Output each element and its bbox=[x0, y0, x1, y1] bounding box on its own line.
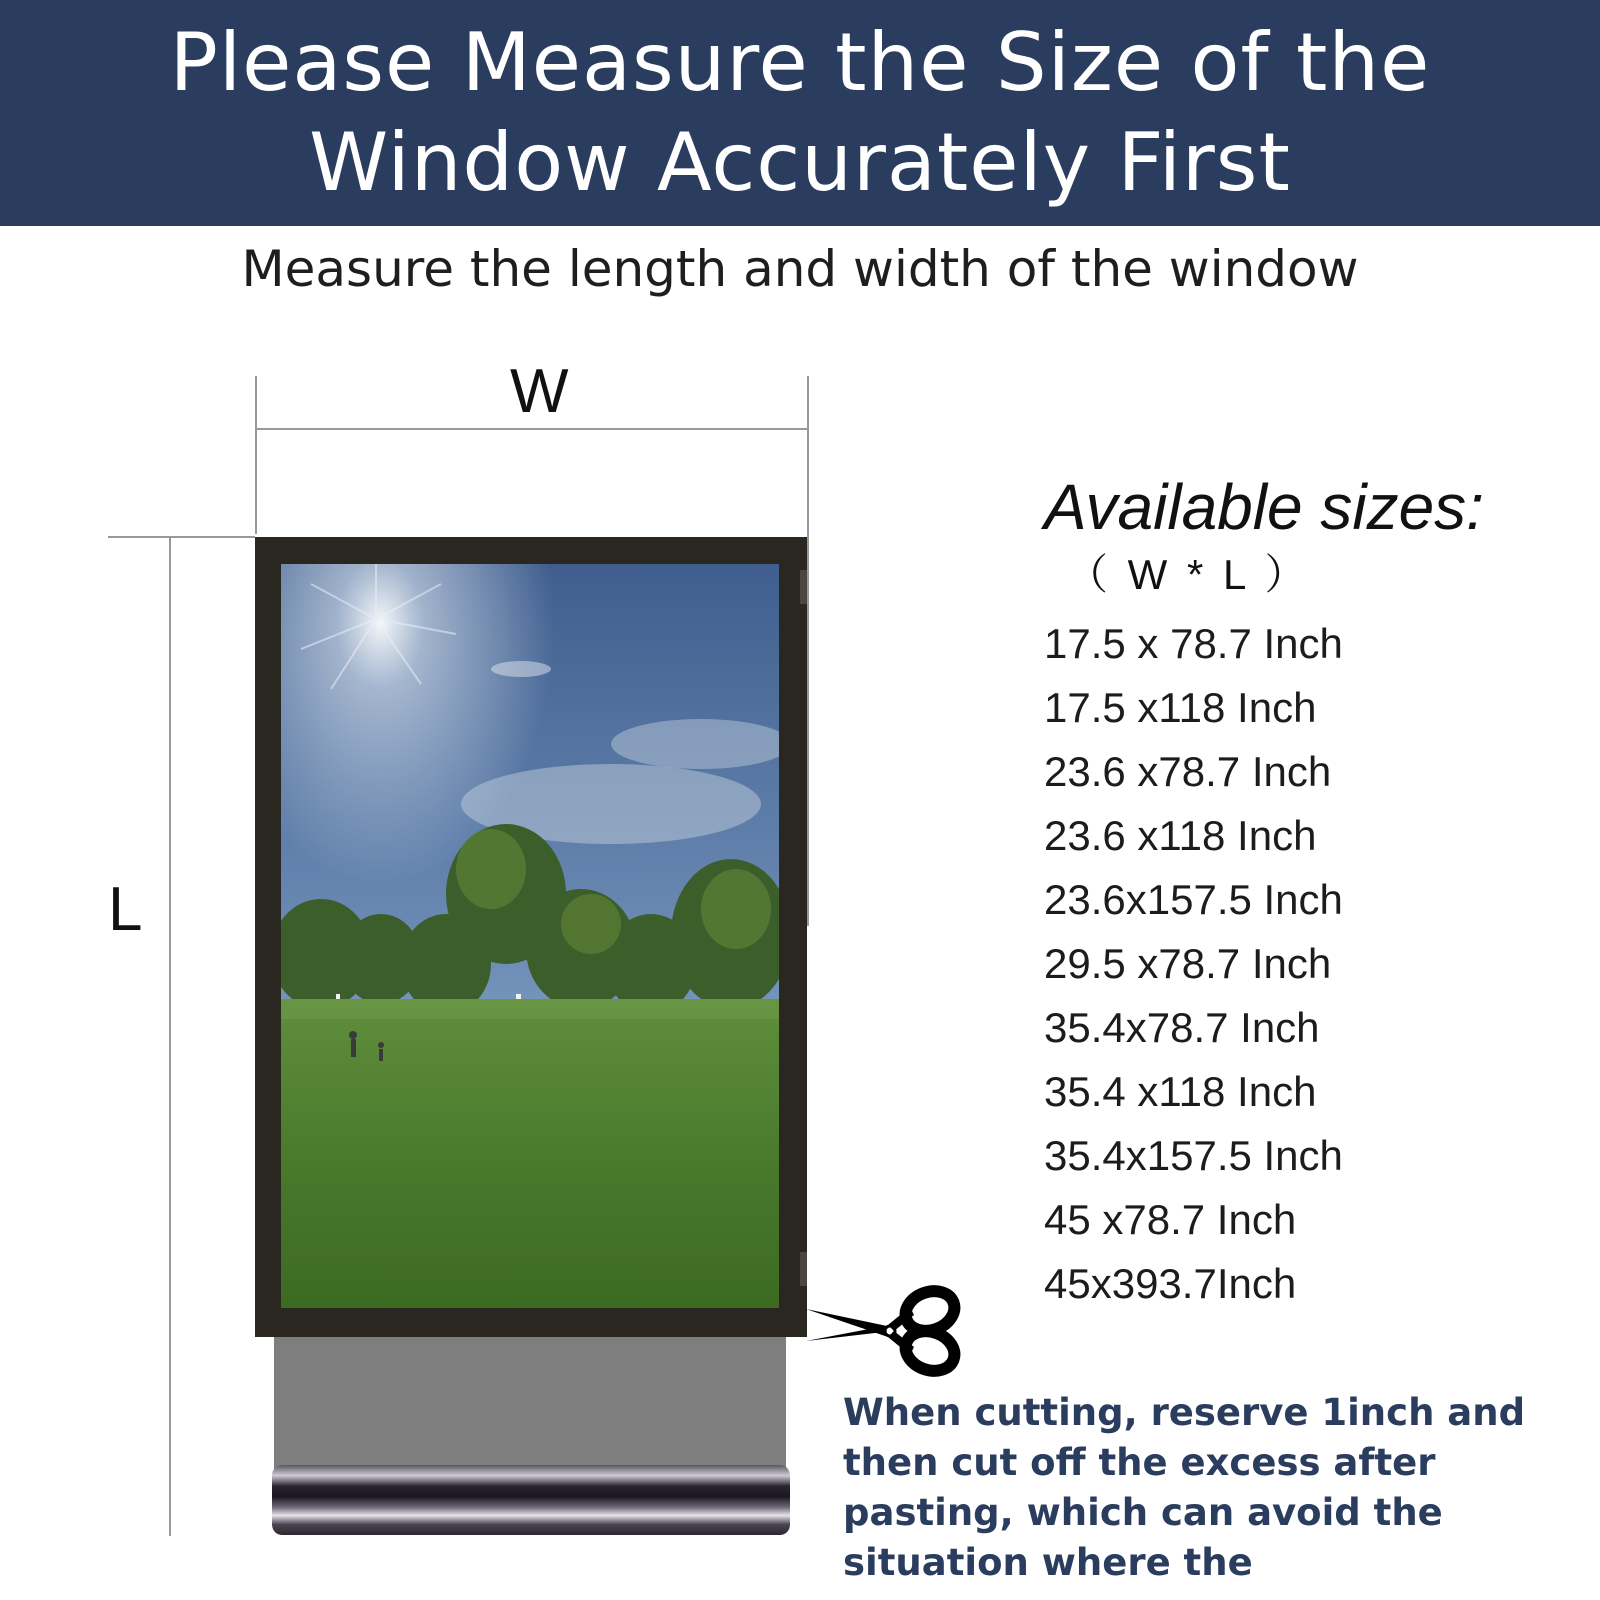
width-dimension-line bbox=[255, 428, 809, 430]
film-roll-image bbox=[272, 1465, 790, 1535]
header-banner bbox=[0, 0, 1600, 226]
size-format-label: （ W * L ） bbox=[1066, 551, 1311, 598]
available-sizes-title: Available sizes: bbox=[1044, 471, 1484, 543]
size-item: 29.5 x78.7 Inch bbox=[1044, 940, 1332, 987]
window-film-sheet bbox=[274, 1337, 786, 1477]
cutting-note: When cutting, reserve 1inch and then cut off the excess after pasting, which can avoid the situation where the bbox=[843, 1391, 1526, 1584]
scissors-icon bbox=[806, 1285, 962, 1377]
size-list bbox=[1044, 612, 1343, 1316]
park-landscape-image bbox=[281, 564, 779, 1308]
size-item: 45 x78.7 Inch bbox=[1044, 1196, 1297, 1243]
window-film-roll bbox=[272, 1465, 790, 1535]
size-item: 35.4x157.5 Inch bbox=[1044, 1132, 1343, 1179]
window-hinge-bottom bbox=[800, 1252, 807, 1286]
length-label: L bbox=[108, 875, 143, 944]
window-frame bbox=[255, 537, 807, 1337]
size-item: 17.5 x118 Inch bbox=[1044, 684, 1317, 731]
length-dimension-top-tick bbox=[108, 536, 255, 538]
size-item: 35.4x78.7 Inch bbox=[1044, 1004, 1320, 1051]
subtitle: Measure the length and width of the window bbox=[241, 240, 1359, 298]
page-title-line-2: Window Accurately First bbox=[309, 116, 1291, 209]
width-dimension-tick-right bbox=[807, 376, 809, 926]
size-item: 17.5 x 78.7 Inch bbox=[1044, 620, 1343, 667]
width-label: W bbox=[510, 357, 569, 426]
window-hinge-top bbox=[800, 570, 807, 604]
size-item: 35.4 x118 Inch bbox=[1044, 1068, 1317, 1115]
size-item: 45x393.7Inch bbox=[1044, 1260, 1297, 1307]
window-view-image bbox=[281, 564, 779, 1308]
width-dimension-tick-left bbox=[255, 376, 257, 534]
size-item: 23.6 x118 Inch bbox=[1044, 812, 1317, 859]
length-dimension-line bbox=[169, 536, 171, 1536]
size-item: 23.6x157.5 Inch bbox=[1044, 876, 1343, 923]
page-title-line-1: Please Measure the Size of the bbox=[169, 16, 1431, 109]
size-item: 23.6 x78.7 Inch bbox=[1044, 748, 1332, 795]
